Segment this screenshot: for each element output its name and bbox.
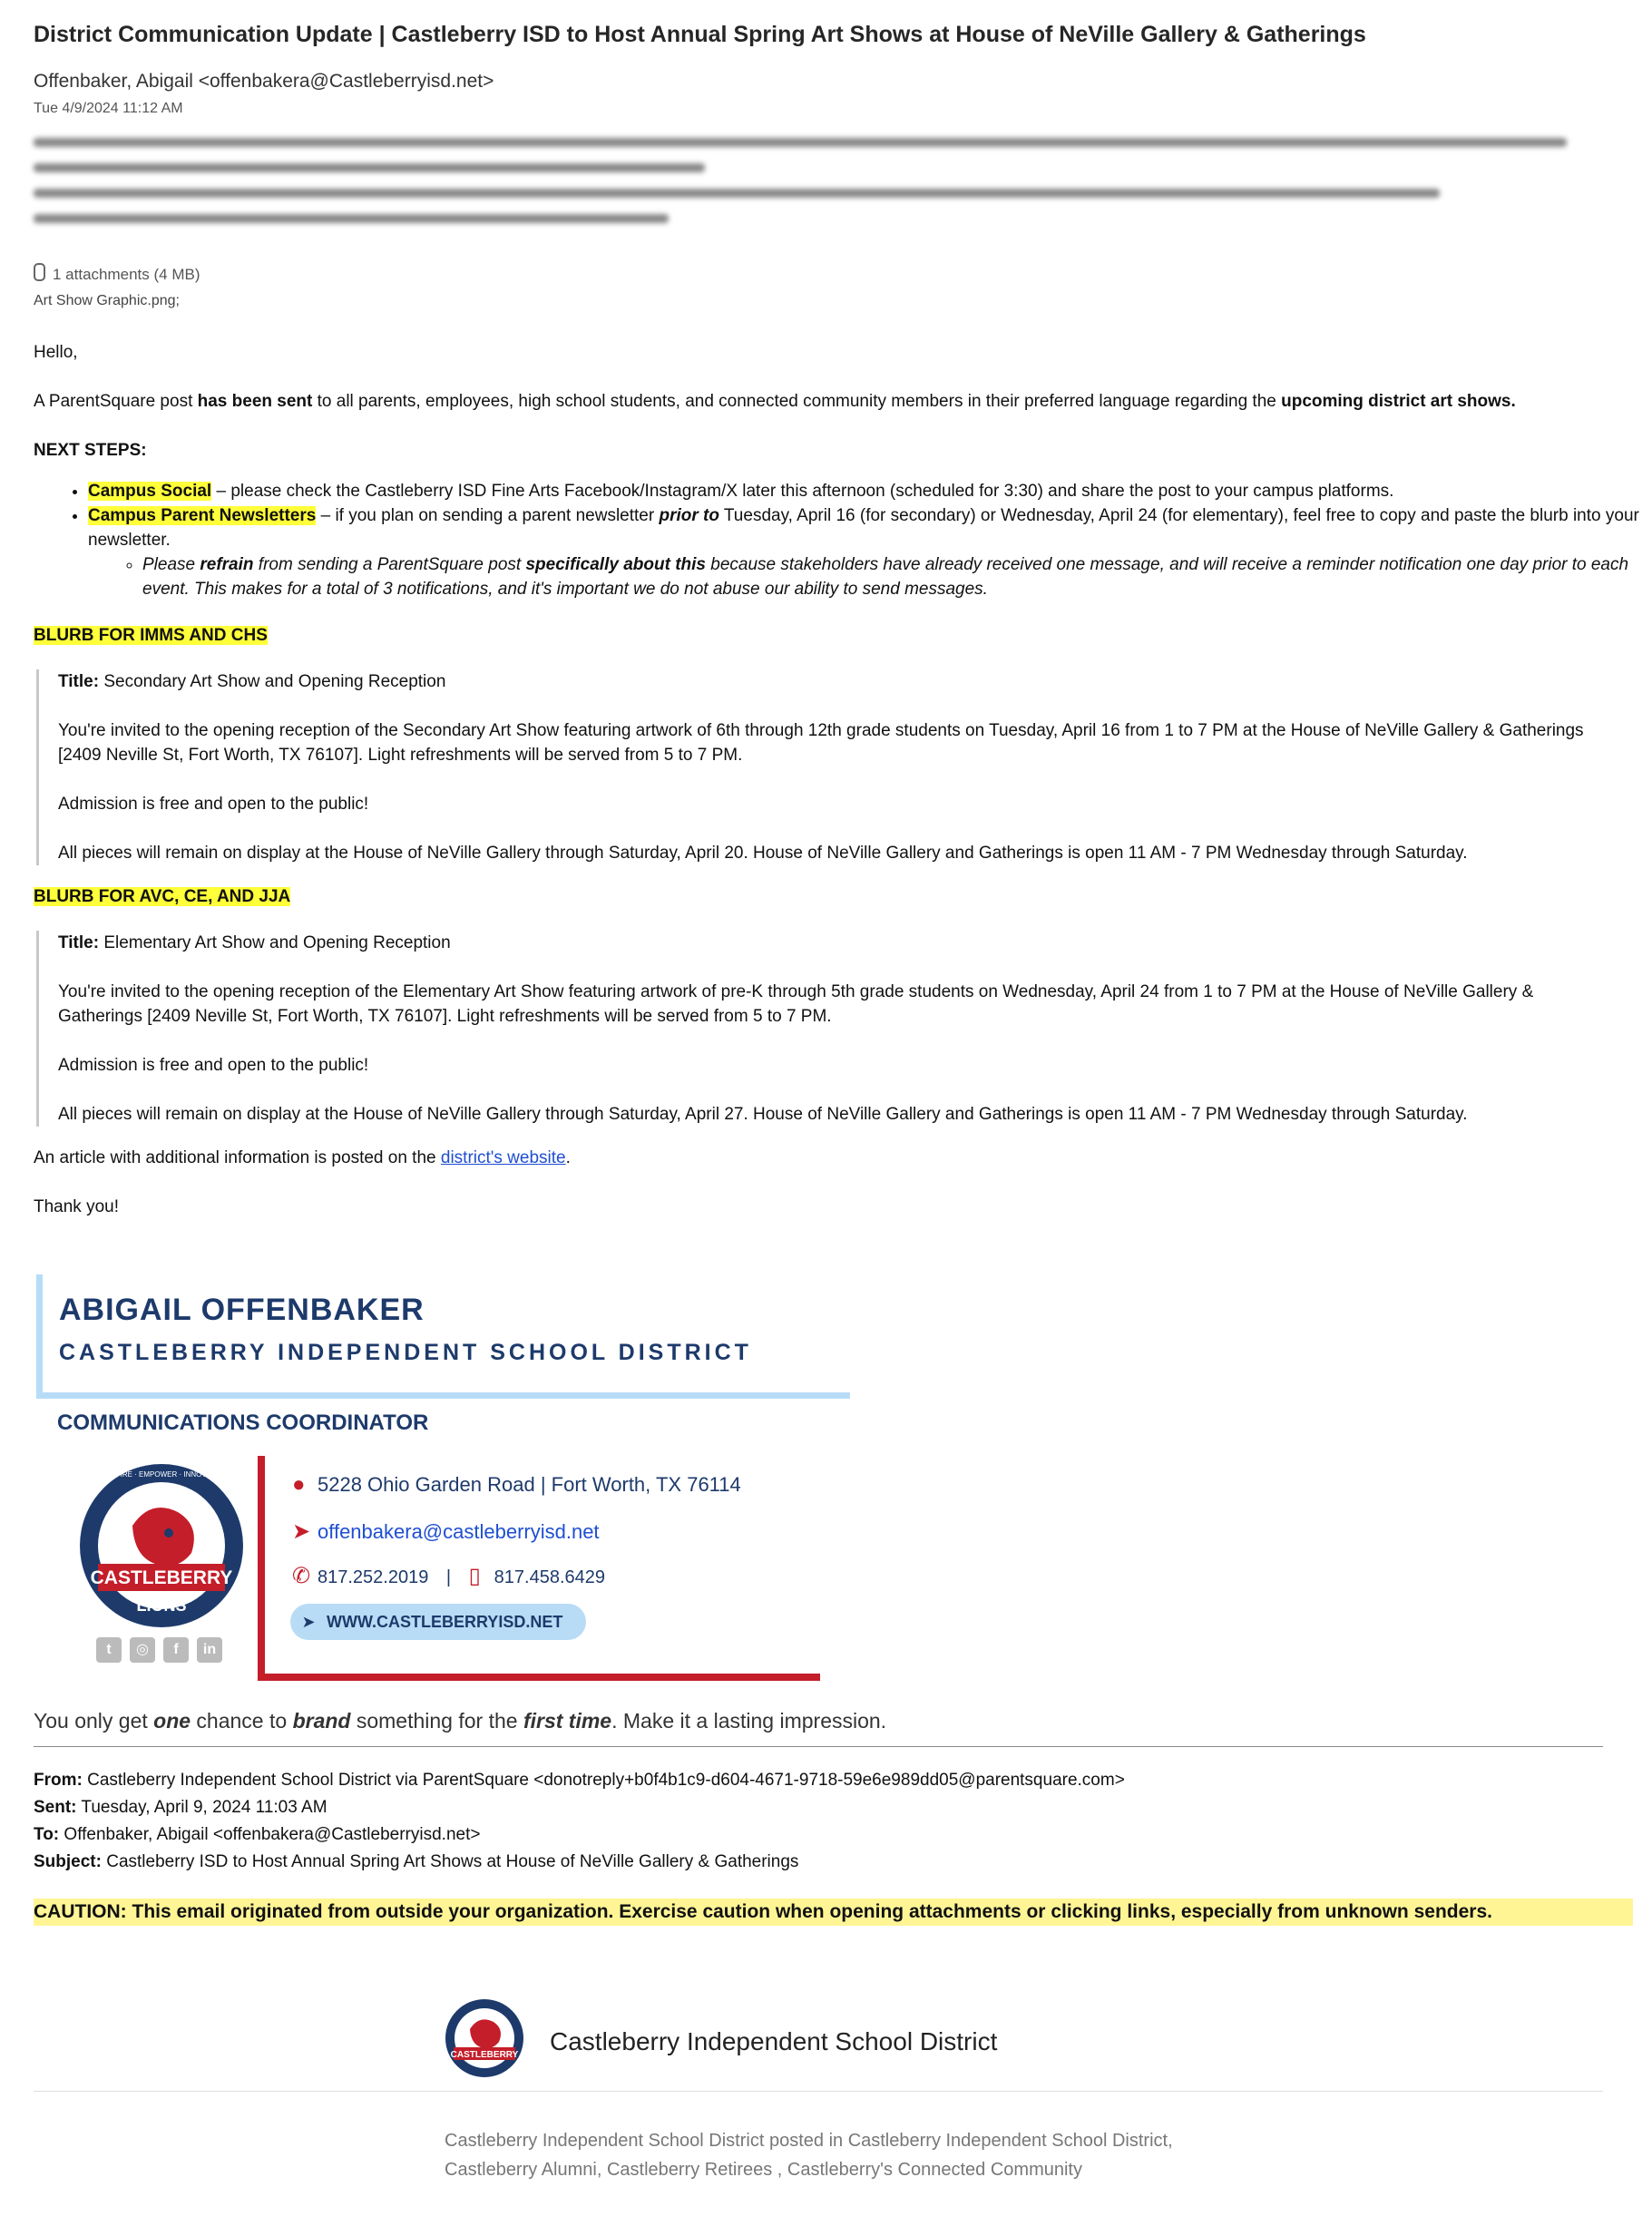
signature-name: ABIGAIL OFFENBAKER: [59, 1293, 425, 1327]
twitter-icon[interactable]: t: [96, 1637, 122, 1663]
signature-contact: [258, 1456, 820, 1681]
svg-text:INSPIRE · EMPOWER · INNOVATE: INSPIRE · EMPOWER · INNOVATE: [103, 1470, 220, 1479]
phone-icon: ✆: [292, 1564, 311, 1588]
blurb1-heading: BLURB FOR IMMS AND CHS: [34, 626, 268, 645]
svg-text:CASTLEBERRY: CASTLEBERRY: [450, 2050, 519, 2060]
facebook-icon[interactable]: f: [163, 1637, 189, 1663]
intro-paragraph: A ParentSquare post has been sent to all parents, employees, high school students, and connected community members in their preferred language regarding the upcoming district art shows.: [34, 392, 1516, 411]
footer-divider: [34, 2091, 1603, 2092]
forwarded-header: From: Castleberry Independent School District via ParentSquare <donotreply+b0f4b1c9-d604-4671-9718-59e6e989dd05@parentsquare.com> Sent: Tuesday, April 9, 2024 11:03 AM To: Offenbaker, Abigail <offenbakera@Castleberryisd.net> Subject: Castleberry ISD to Host Annual Spring Art Shows at House of NeVille Gallery & Gatherings: [34, 1771, 1125, 1871]
next-steps-list: [34, 479, 1648, 601]
tagline: You only get one chance to brand something for the first time. Make it a lasting impression.: [34, 1709, 887, 1733]
phone-row: ✆ 817.252.2019 | ▯ 817.458.6429: [292, 1564, 606, 1588]
greeting: Hello,: [34, 343, 78, 362]
signature-title: COMMUNICATIONS COORDINATOR: [57, 1411, 429, 1435]
email-row: [292, 1518, 600, 1545]
castleberry-lions-logo: [78, 1462, 245, 1629]
signature-email-link[interactable]: offenbakera@castleberryisd.net: [318, 1520, 600, 1543]
attachments-summary[interactable]: 1 attachments (4 MB): [34, 263, 200, 284]
footer-org-name: Castleberry Independent School District: [550, 2027, 998, 2055]
divider: [34, 1746, 1603, 1747]
location-pin-icon: ●: [292, 1472, 306, 1497]
footer-logo: [445, 1998, 524, 2078]
paperclip-icon: [34, 263, 45, 281]
attachment-file[interactable]: Art Show Graphic.png;: [34, 293, 180, 308]
svg-text:CASTLEBERRY: CASTLEBERRY: [90, 1567, 233, 1588]
social-links: [96, 1637, 230, 1663]
office-phone[interactable]: 817.252.2019: [318, 1567, 429, 1587]
list-item: • Campus Social – please check the Castleberry ISD Fine Arts Facebook/Instagram/X later this afternoon (scheduled for 3:30) and share the post to your campus platforms.: [88, 479, 1648, 503]
blurb2-quote: Title: Elementary Art Show and Opening Reception You're invited to the opening reception of the Elementary Art Show featuring artwork of pre-K through 5th grade students on Wednesday, April 24 from 1 to 7 PM at the House of NeVille Gallery & Gatherings [2409 Neville St, Fort Worth, TX 76107]. Light refreshments will be served from 5 to 7 PM. Admission is free and open to the public! All pieces will remain on display at the House of NeVille Gallery through Saturday, April 27. House of NeVille Gallery and Gatherings is open 11 AM - 7 PM Wednesday through Saturday.: [36, 931, 1600, 1127]
mobile-phone[interactable]: 817.458.6429: [494, 1567, 606, 1587]
footer-posted-text: Castleberry Independent School District posted in Castleberry Independent School District, Castleberry Alumni, Castleberry Retirees , Castleberry's Connected Community: [445, 2131, 1173, 2180]
cursor-icon: ➤: [301, 1613, 316, 1631]
sender[interactable]: Offenbaker, Abigail <offenbakera@Castleberryisd.net>: [34, 71, 494, 92]
email-subject: District Communication Update | Castleberry ISD to Host Annual Spring Art Shows at House of NeVille Gallery & Gatherings: [34, 22, 1366, 47]
recipients-blurred: [34, 129, 1603, 236]
blurb1-quote: Title: Secondary Art Show and Opening Reception You're invited to the opening reception of the Secondary Art Show featuring artwork of 6th through 12th grade students on Tuesday, April 16 from 1 to 7 PM at the House of NeVille Gallery & Gatherings [2409 Neville St, Fort Worth, TX 76107]. Light refreshments will be served from 5 to 7 PM. Admission is free and open to the public! All pieces will remain on display at the House of NeVille Gallery through Saturday, April 20. House of NeVille Gallery and Gatherings is open 11 AM - 7 PM Wednesday through Saturday.: [36, 669, 1600, 865]
svg-text:LIONS: LIONS: [136, 1596, 187, 1615]
sent-date: Tue 4/9/2024 11:12 AM: [34, 101, 183, 116]
paper-plane-icon: ➤: [292, 1519, 311, 1544]
caution-banner: CAUTION: This email originated from outside your organization. Exercise caution when opening attachments or clicking links, especially from unknown senders.: [34, 1899, 1633, 1926]
list-item: • Campus Parent Newsletters – if you plan on sending a parent newsletter prior to Tuesday, April 16 (for secondary) or Wednesday, April 24 (for elementary), feel free to copy and paste the blurb into your newsletter. ◦ Please refrain from sending a ParentSquare post specifically about this because stakeholders have already received one message, and will receive a reminder notification one day prior to each event. This makes for a total of 3 notifications, and it's important we do not abuse our ability to send messages.: [88, 503, 1648, 601]
mobile-icon: ▯: [468, 1564, 481, 1588]
instagram-icon[interactable]: ◎: [130, 1637, 155, 1663]
address-row: ● 5228 Ohio Garden Road | Fort Worth, TX 76114: [292, 1472, 741, 1497]
linkedin-icon[interactable]: in: [197, 1637, 222, 1663]
website-button[interactable]: ➤ WWW.CASTLEBERRYISD.NET: [290, 1604, 586, 1640]
district-website-link[interactable]: district's website: [440, 1148, 566, 1167]
list-item: ◦ Please refrain from sending a ParentSquare post specifically about this because stakeholders have already received one message, and will receive a reminder notification one day prior to each event. This makes for a total of 3 notifications, and it's important we do not abuse our ability to send messages.: [142, 552, 1648, 601]
next-steps-heading: NEXT STEPS:: [34, 441, 147, 460]
article-paragraph: An article with additional information is posted on the district's website.: [34, 1148, 571, 1167]
signature-org: CASTLEBERRY INDEPENDENT SCHOOL DISTRICT: [59, 1340, 752, 1365]
thanks: Thank you!: [34, 1197, 119, 1216]
blurb2-heading: BLURB FOR AVC, CE, AND JJA: [34, 887, 291, 906]
